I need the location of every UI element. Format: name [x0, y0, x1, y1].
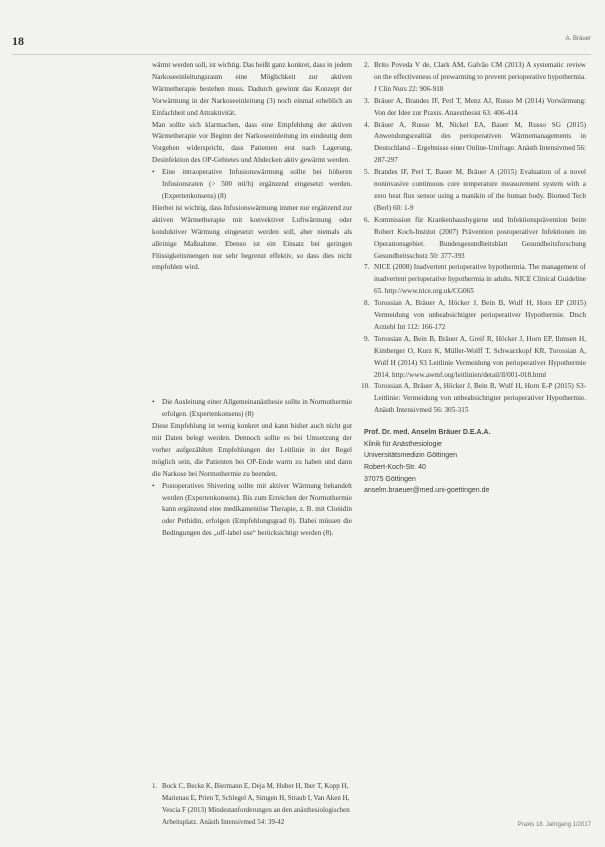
reference-text: Bräuer A, Russo M, Nickel EA, Bauer M, Russo SG (2015) Anwendungsrealität des perioperativen Wärmemanagements in Deutschland – Ergebnisse einer Online-Umfrage. Anästh Intensivmed 56: 287-297: [374, 120, 586, 165]
reference-item: [364, 215, 586, 263]
paragraph: wärmt werden soll, ist wichtig. Das heißt ganz konkret, dass in jedem Narkoseeinleitungsraum eine Möglichkeit zur aktiven Wärmetherapie bestehen muss. Dadurch gewinnt das Konzept der Vorwärmung in der Narkoseeinleitung (3) noch einmal erheblich an Einfachheit und Attraktivität.: [152, 61, 353, 117]
left-column: [152, 60, 352, 540]
recommendation-bullet: • Eine intraoperative Infusionswärmung sollte bei höheren Infusionsraten (> 500 ml/h) ergänzend eingesetzt werden. (Expertenkonsens) (8): [152, 167, 352, 203]
header-rule: [12, 54, 591, 55]
reference-number: 4.: [364, 120, 370, 129]
reference-number: 7.: [364, 263, 370, 272]
reference-text: Torossian A, Bein B, Bräuer A, Greif R, Höcker J, Horn EP, Ihmsen H, Kimberger O, Kurz K, Müller-Wolff T, Schwarzkopf KR, Torossian A, Wulf H (2014) S3 Leitlinie Vermeidung von perioperativer Hypothermie 2014. http://www.awmf.org/leitlinien/detail/ll/001-018.html: [374, 334, 586, 379]
reference-number: 5.: [364, 168, 370, 177]
reference-item: [364, 262, 586, 298]
reference-item: [364, 120, 586, 168]
reference-number: 1.: [152, 782, 158, 790]
paragraph: Man sollte sich klarmachen, dass eine Empfehlung der aktiven Wärmetherapie vor Beginn der Narkoseeinleitung im eindeutig dem Vorgehen widerspricht, dass Patienten erst nach Lagerung, Desinfektion des OP-Gebietes und Abdecken aktiv gewärmt werden.: [152, 120, 352, 165]
recommendation-bullet: • Die Ausleitung einer Allgemeinanästhesie sollte in Normothermie erfolgen. (Expertenkonsens) (8): [152, 397, 352, 421]
reference-item: [364, 96, 586, 120]
recommendation-bullet: • Postoperatives Shivering sollte mit aktiver Wärmung behandelt werden (Expertenkonsens). Bis zum Erreichen der Normothermie kann ergänzend eine medikamentöse Therapie, z. B. mit Clonidin oder Pethidin, erfolgen (Empfehlungsgrad 0). Dabei müssen die Bedingungen des „off-label use“ berücksichtigt werden (8).: [152, 481, 352, 541]
reference-item: [364, 298, 586, 334]
reference-item: [364, 334, 586, 382]
reference-list-start: [152, 780, 352, 828]
reference-text: Torossian A, Bräuer A, Höcker J, Bein B, Wulf H, Horn EP (2015) Vermeidung von unbeabsichtigter perioperativer Hypothermie. Dtsch Arztebl Int 112: 166-172: [374, 299, 586, 331]
page-number: 18: [12, 34, 24, 48]
author-affiliation: [364, 427, 586, 497]
reference-item: [152, 780, 352, 828]
paragraph: Hierbei ist wichtig, dass Infusionswärmung immer nur ergänzend zur aktiven Wärmetherapie mit konvektiver Luftwärmung oder konduktiver Wärmung eingesetzt werden soll, aber niemals als alleinige Maßnahme. Ebenso ist ein Einsatz bei geringen Flüssigkeitsmengen nur sehr begrenzt effektiv, so dass dies nicht empfohlen wird.: [152, 203, 352, 272]
reference-text: Brandes IF, Perl T, Bauer M, Bräuer A (2015) Evaluation of a novel noninvasive continuous core temperature measurement system with a zero heat flux sensor using a manikin of the human body. Biomed Tech (Berl) 60: 1-9: [374, 168, 586, 212]
author-street: Robert-Koch-Str. 40: [364, 463, 426, 471]
reference-number: 6.: [364, 215, 370, 224]
reference-item: [364, 60, 586, 96]
page-header: [12, 34, 591, 54]
reference-text: Bräuer A, Brandes IF, Perl T, Menz AJ, Russo M (2014) Vorwärmung: Von der Idee zur Praxis. Anaesthesist 63: 406-414: [374, 96, 586, 117]
author-city: 37075 Göttingen: [364, 475, 416, 483]
author-name: Prof. Dr. med. Anselm Bräuer D.E.A.A.: [364, 429, 491, 437]
reference-number: 2.: [364, 61, 370, 69]
reference-number: 10.: [361, 382, 370, 391]
column-gap: [152, 274, 352, 397]
author-institution: Universitätsmedizin Göttingen: [364, 452, 457, 460]
running-head: A. Bräuer: [565, 36, 591, 42]
reference-item: [364, 167, 586, 215]
reference-number: 8.: [364, 299, 370, 308]
reference-text: Bock C, Becke K, Biermann E, Deja M, Huber H, Iber T, Kopp H, Marienau E, Prien T, Schlegel A, Simgen H, Straub I, Van Aken H, Vescia F (2013) Mindestanforderungen an den anästhesiologischen Arbeitsplatz. Anästh Intensivmed 54: 39-42: [162, 782, 350, 826]
page-footer: Praxis 18. Jahrgang 1/2017: [517, 822, 591, 828]
paragraph: Diese Empfehlung ist wenig konkret und kann bisher auch nicht gut mit Daten belegt werden. Dennoch sollte es bei Umsetzung der vorher aufgezählten Empfehlungen der Leitlinie in der Regel möglich sein, die Patienten bei OP-Ende warm zu haben und dann die Narkose bei Normothermie zu beenden.: [152, 422, 352, 478]
reference-text: Kommission für Krankenhaushygiene und Infektionsprävention beim Robert Koch-Institut (2007) Prävention postoperativer Infektionen im Operationsgebiet. Bundesgesundheitsblatt Gesundheitsforschung Gesundheitsschutz 50: 377-393: [374, 215, 586, 260]
author-email[interactable]: anselm.braeuer@med.uni-goettingen.de: [364, 487, 490, 495]
reference-text: Torossian A, Bräuer A, Höcker J, Bein B, Wulf H, Horn E-P (2015) S3-Leitlinie: Vermeidung von unbeabsichtigter perioperativer Hypothermie. Anästh Intensivmed 56: 305-315: [374, 382, 586, 415]
right-column: [361, 60, 586, 497]
reference-item: [361, 381, 586, 417]
author-department: Klinik für Anästhesiologie: [364, 440, 442, 448]
reference-number: 3.: [364, 96, 370, 105]
reference-text: NICE (2008) Inadvertent perioperative hypothermia. The management of inadvertent perioperative hypothermia in adults. NICE Clinical Guideline 65. http://www.nice.org.uk/CG065: [374, 263, 586, 296]
reference-text: Brito Poveda V de, Clark AM, Galvão CM (2013) A systematic review on the effectiveness of prewarming to prevent perioperative hypothermia. J Clin Nurs 22: 906-918: [374, 61, 586, 93]
reference-number: 9.: [364, 334, 370, 343]
